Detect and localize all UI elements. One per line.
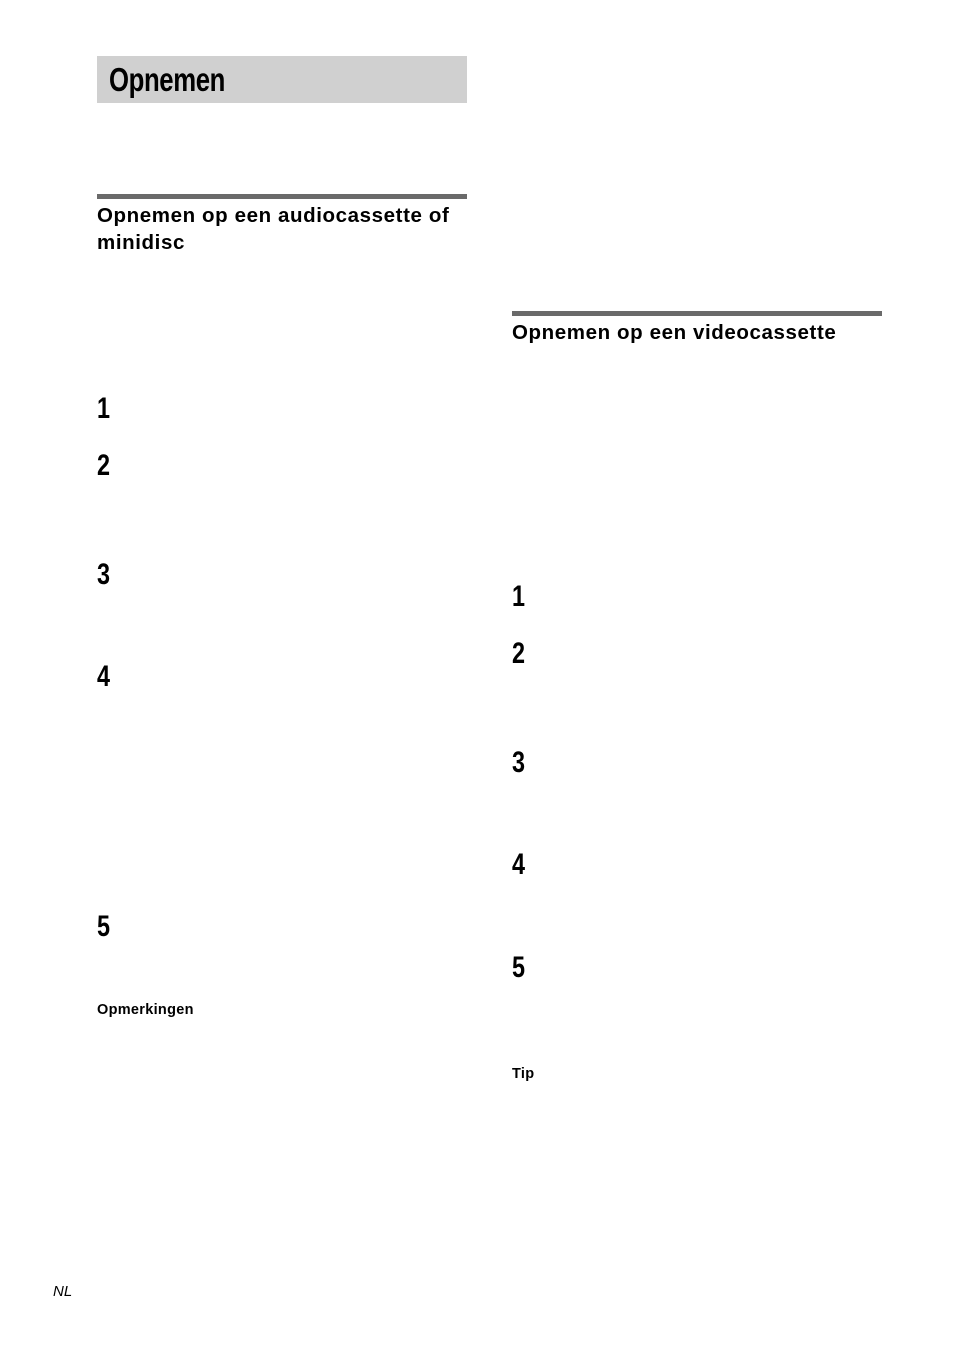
section-heading-audio: Opnemen op een audiocassette of minidisc bbox=[97, 204, 450, 254]
page-title-bar bbox=[97, 56, 467, 103]
right-step-3: 3 bbox=[512, 746, 526, 779]
notes-heading: Opmerkingen bbox=[97, 1002, 194, 1018]
left-step-5: 5 bbox=[97, 910, 111, 943]
left-step-3: 3 bbox=[97, 558, 111, 591]
right-step-1: 1 bbox=[512, 580, 526, 613]
section-heading-video: Opnemen op een videocassette bbox=[512, 321, 837, 344]
section-rule-right bbox=[512, 311, 882, 316]
right-step-4: 4 bbox=[512, 848, 526, 881]
right-step-5: 5 bbox=[512, 951, 526, 984]
left-step-1: 1 bbox=[97, 392, 111, 425]
right-step-2: 2 bbox=[512, 637, 526, 670]
page-title: Opnemen bbox=[109, 61, 225, 98]
language-marker: NL bbox=[53, 1283, 73, 1300]
left-step-2: 2 bbox=[97, 449, 111, 482]
left-step-4: 4 bbox=[97, 660, 111, 693]
tip-heading: Tip bbox=[512, 1066, 535, 1082]
section-rule-left bbox=[97, 194, 467, 199]
